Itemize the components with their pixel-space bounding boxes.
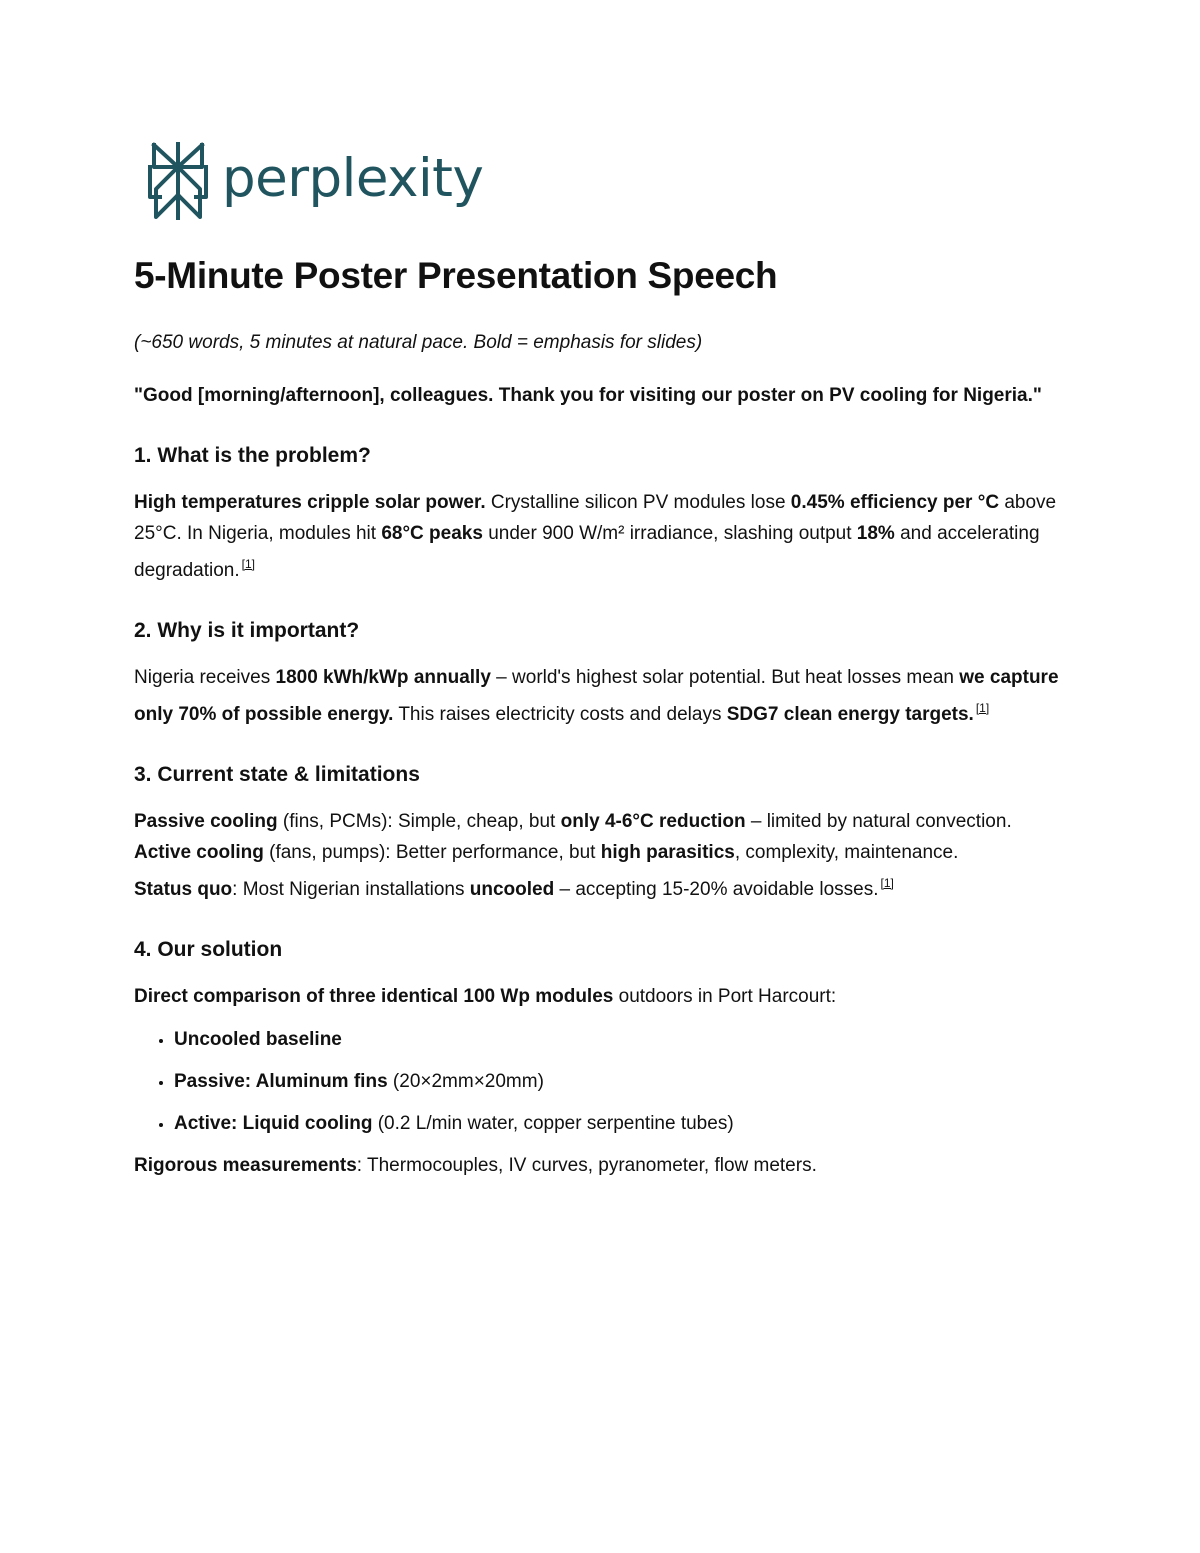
perplexity-logo-icon [146, 141, 210, 221]
limitation-active: Active cooling (fans, pumps): Better performance, but high parasitics, complexity, maintenance. [134, 842, 959, 863]
solution-intro: Direct comparison of three identical 100 Wp modules outdoors in Port Harcourt: [134, 986, 837, 1007]
list-item: • Uncooled baseline [174, 1024, 1074, 1055]
logo [146, 140, 483, 222]
logo-wordmark: perplexity [222, 147, 484, 209]
solution-list [134, 1024, 1074, 1139]
section-text-problem: High temperatures cripple solar power. Crystalline silicon PV modules lose 0.45% efficiency per °C above 25°C. In Nigeria, modules hit 68°C peaks under 900 W/m² irradiance, slashing output 18% and accelerating degradation. [1] [134, 492, 1057, 581]
measurements-text: Rigorous measurements: Thermocouples, IV curves, pyranometer, flow meters. [134, 1155, 817, 1176]
limitation-passive: Passive cooling (fins, PCMs): Simple, cheap, but only 4-6°C reduction – limited by natural convection. [134, 811, 1012, 832]
list-item: • Active: Liquid cooling (0.2 L/min water, copper serpentine tubes) [174, 1108, 1074, 1139]
citation-link[interactable]: [1] [975, 701, 990, 715]
list-item: • Passive: Aluminum fins (20×2mm×20mm) [174, 1066, 1074, 1097]
subtitle: (~650 words, 5 minutes at natural pace. Bold = emphasis for slides) [134, 332, 703, 353]
document-body [134, 250, 1074, 1181]
limitation-status-quo: Status quo: Most Nigerian installations uncooled – accepting 15-20% avoidable losses. [1] [134, 876, 894, 900]
section-heading-solution: 4. Our solution [134, 938, 283, 961]
page-title: 5-Minute Poster Presentation Speech [134, 255, 778, 296]
citation-link[interactable]: [1] [880, 876, 894, 890]
section-heading-limitations: 3. Current state & limitations [134, 763, 420, 786]
citation-link[interactable]: [1] [241, 557, 255, 571]
section-heading-problem: 1. What is the problem? [134, 444, 371, 467]
section-text-importance: Nigeria receives 1800 kWh/kWp annually – world's highest solar potential. But heat losses mean we capture only 70% of possible energy. This raises electricity costs and delays SDG7 clean energy targets. [1] [134, 667, 1059, 725]
greeting: "Good [morning/afternoon], colleagues. Thank you for visiting our poster on PV cooling for Nigeria." [134, 385, 1042, 406]
section-heading-importance: 2. Why is it important? [134, 619, 360, 642]
